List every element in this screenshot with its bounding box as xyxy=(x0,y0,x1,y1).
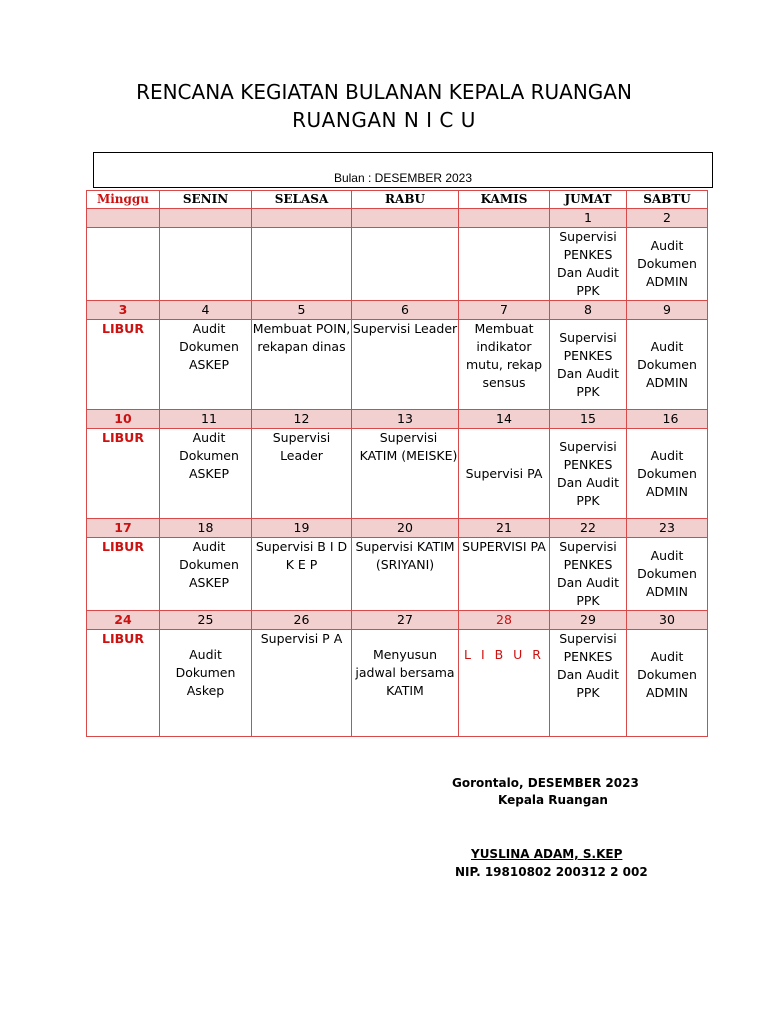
date-row xyxy=(87,209,708,228)
date-cell xyxy=(87,209,160,228)
date-cell: 21 xyxy=(459,519,550,538)
activity-cell xyxy=(459,228,550,301)
date-cell: 10 xyxy=(87,410,160,429)
activity-row xyxy=(87,630,708,737)
activity-cell xyxy=(160,228,252,301)
date-cell: 9 xyxy=(627,301,708,320)
date-row xyxy=(87,611,708,630)
date-cell: 17 xyxy=(87,519,160,538)
date-cell: 16 xyxy=(627,410,708,429)
activity-cell: LIBUR xyxy=(87,320,160,410)
activity-cell: Supervisi PENKES Dan Audit PPK xyxy=(550,228,627,301)
activity-cell: LIBUR xyxy=(87,630,160,737)
date-cell: 12 xyxy=(252,410,352,429)
activity-cell: Menyusun jadwal bersama KATIM xyxy=(352,630,459,737)
date-cell: 15 xyxy=(550,410,627,429)
calendar-table xyxy=(86,190,708,737)
date-cell xyxy=(160,209,252,228)
activity-cell xyxy=(252,228,352,301)
date-row xyxy=(87,519,708,538)
activity-cell: Audit Dokumen ADMIN xyxy=(627,320,708,410)
date-cell: 3 xyxy=(87,301,160,320)
date-row xyxy=(87,410,708,429)
activity-row xyxy=(87,228,708,301)
date-cell: 23 xyxy=(627,519,708,538)
activity-cell: Audit Dokumen ASKEP xyxy=(160,429,252,519)
date-cell: 24 xyxy=(87,611,160,630)
activity-cell: Audit Dokumen ADMIN xyxy=(627,630,708,737)
activity-cell: Membuat POIN, rekapan dinas xyxy=(252,320,352,410)
date-cell: 22 xyxy=(550,519,627,538)
date-cell: 29 xyxy=(550,611,627,630)
signature-place-date: Gorontalo, DESEMBER 2023 xyxy=(452,776,639,790)
column-header-minggu: Minggu xyxy=(87,191,160,209)
activity-cell: Supervisi B I D K E P xyxy=(252,538,352,611)
activity-cell: Supervisi PENKES Dan Audit PPK xyxy=(550,538,627,611)
document-subtitle: RUANGAN N I C U xyxy=(292,108,476,132)
signature-nip: NIP. 19810802 200312 2 002 xyxy=(455,865,648,879)
header-row xyxy=(87,191,708,209)
activity-cell: Supervisi PENKES Dan Audit PPK xyxy=(550,429,627,519)
date-cell xyxy=(352,209,459,228)
date-cell: 11 xyxy=(160,410,252,429)
date-cell xyxy=(252,209,352,228)
activity-cell: Audit Dokumen ASKEP xyxy=(160,320,252,410)
activity-cell: Supervisi Leader xyxy=(352,320,459,410)
column-header-rabu: RABU xyxy=(352,191,459,209)
activity-cell: LIBUR xyxy=(87,429,160,519)
column-header-sabtu: SABTU xyxy=(627,191,708,209)
date-cell xyxy=(459,209,550,228)
activity-cell: Supervisi Leader xyxy=(252,429,352,519)
activity-cell: SUPERVISI PA xyxy=(459,538,550,611)
date-cell: 1 xyxy=(550,209,627,228)
date-cell: 26 xyxy=(252,611,352,630)
date-cell: 20 xyxy=(352,519,459,538)
activity-cell: Supervisi PENKES Dan Audit PPK xyxy=(550,630,627,737)
date-cell: 19 xyxy=(252,519,352,538)
date-cell: 8 xyxy=(550,301,627,320)
activity-cell xyxy=(352,228,459,301)
date-cell: 7 xyxy=(459,301,550,320)
document-title: RENCANA KEGIATAN BULANAN KEPALA RUANGAN xyxy=(136,80,632,104)
column-header-kamis: KAMIS xyxy=(459,191,550,209)
date-cell: 27 xyxy=(352,611,459,630)
month-box xyxy=(93,152,713,188)
activity-cell: Supervisi KATIM (SRIYANI) xyxy=(352,538,459,611)
activity-cell: LIBUR xyxy=(87,538,160,611)
column-header-senin: SENIN xyxy=(160,191,252,209)
date-cell: 13 xyxy=(352,410,459,429)
date-cell: 6 xyxy=(352,301,459,320)
activity-cell xyxy=(87,228,160,301)
activity-cell: Supervisi PENKES Dan Audit PPK xyxy=(550,320,627,410)
activity-cell: Membuat indikator mutu, rekap sensus xyxy=(459,320,550,410)
date-cell: 18 xyxy=(160,519,252,538)
activity-cell: Supervisi PA xyxy=(459,429,550,519)
activity-cell: Audit Dokumen ADMIN xyxy=(627,429,708,519)
month-label: Bulan : DESEMBER 2023 xyxy=(333,171,473,185)
date-cell: 5 xyxy=(252,301,352,320)
column-header-jumat: JUMAT xyxy=(550,191,627,209)
activity-cell: Audit Dokumen ADMIN xyxy=(627,228,708,301)
signature-role: Kepala Ruangan xyxy=(498,793,608,807)
activity-row xyxy=(87,320,708,410)
column-header-selasa: SELASA xyxy=(252,191,352,209)
activity-cell: Supervisi P A xyxy=(252,630,352,737)
activity-row xyxy=(87,538,708,611)
signature-name: YUSLINA ADAM, S.KEP xyxy=(471,847,623,861)
date-cell: 30 xyxy=(627,611,708,630)
activity-cell: Audit Dokumen Askep xyxy=(160,630,252,737)
date-row xyxy=(87,301,708,320)
date-cell: 25 xyxy=(160,611,252,630)
activity-cell: Audit Dokumen ADMIN xyxy=(627,538,708,611)
activity-cell: L I B U R xyxy=(459,630,550,737)
date-cell: 28 xyxy=(459,611,550,630)
date-cell: 14 xyxy=(459,410,550,429)
date-cell: 2 xyxy=(627,209,708,228)
activity-cell: Audit Dokumen ASKEP xyxy=(160,538,252,611)
activity-cell: Supervisi KATIM (MEISKE) xyxy=(352,429,459,519)
date-cell: 4 xyxy=(160,301,252,320)
activity-row xyxy=(87,429,708,519)
